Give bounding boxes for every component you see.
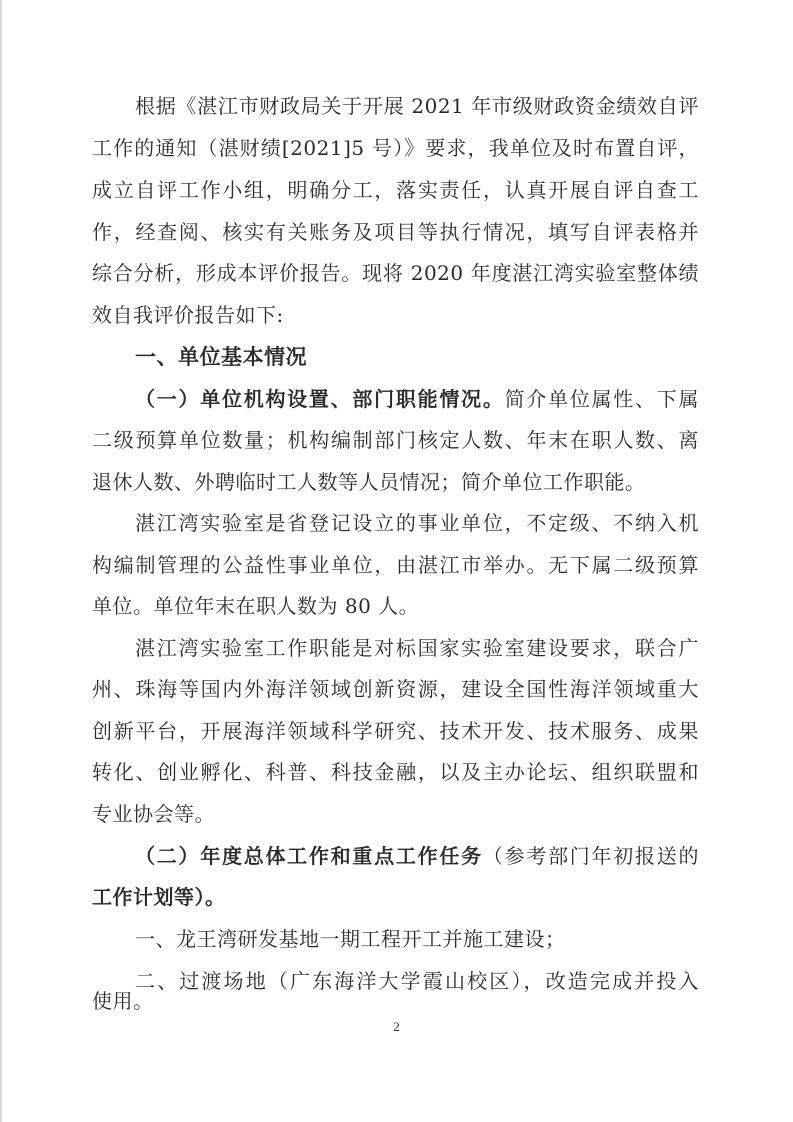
task-line-2: 二、过渡场地（广东海洋大学霞山校区），改造完成并投入	[135, 969, 699, 993]
intro-line-4: 作，经查阅、核实有关账务及项目等执行情况，填写自评表格并	[92, 220, 699, 244]
sub2-note: （参考部门年初报送的	[482, 844, 700, 868]
section-heading: 一、单位基本情况	[135, 345, 307, 369]
task-line-1: 一、龙王湾研发基地一期工程开工并施工建设；	[135, 927, 566, 951]
scan-edge	[0, 0, 2, 1122]
duties-line-2: 州、珠海等国内外海洋领域创新资源，建设全国性海洋领域重大	[92, 677, 699, 701]
duties-line-3: 创新平台，开展海洋领域科学研究、技术开发、技术服务、成果	[92, 719, 699, 743]
intro-line-5: 综合分析，形成本评价报告。现将 2020 年度湛江湾实验室整体绩	[92, 261, 699, 285]
org-line-2: 构编制管理的公益性事业单位，由湛江市举办。无下属二级预算	[92, 553, 699, 577]
intro-line-2: 工作的通知（湛财绩[2021]5 号）》要求，我单位及时布置自评，	[92, 136, 699, 160]
sub1-line-1	[135, 379, 699, 419]
duties-line-5: 专业协会等。	[92, 802, 215, 826]
org-line-1: 湛江湾实验室是省登记设立的事业单位，不定级、不纳入机	[135, 511, 699, 535]
sub1-text-1: 简介单位属性、下属	[504, 387, 700, 411]
page-number: 2	[393, 1019, 400, 1034]
sub2-line-1	[135, 836, 699, 876]
sub2-title: （二）年度总体工作和重点工作任务	[135, 844, 483, 868]
intro-line-6: 效自我评价报告如下:	[92, 303, 284, 327]
sub1-line-2: 二级预算单位数量；机构编制部门核定人数、年末在职人数、离	[92, 428, 699, 452]
org-line-3: 单位。单位年末在职人数为 80 人。	[92, 594, 420, 618]
task-line-3: 使用。	[92, 989, 154, 1013]
duties-line-1: 湛江湾实验室工作职能是对标国家实验室建设要求，联合广	[135, 636, 699, 660]
sub1-title: （一）单位机构设置、部门职能情况。	[135, 387, 505, 411]
intro-line-1: 根据《湛江市财政局关于开展 2021 年市级财政资金绩效自评	[135, 94, 699, 118]
sub2-line-2: 工作计划等）。	[92, 885, 226, 909]
intro-line-3: 成立自评工作小组，明确分工，落实责任，认真开展自评自查工	[92, 178, 699, 202]
duties-line-4: 转化、创业孵化、科普、科技金融，以及主办论坛、组织联盟和	[92, 760, 699, 784]
sub1-line-3: 退休人数、外聘临时工人数等人员情况；简介单位工作职能。	[92, 470, 646, 494]
